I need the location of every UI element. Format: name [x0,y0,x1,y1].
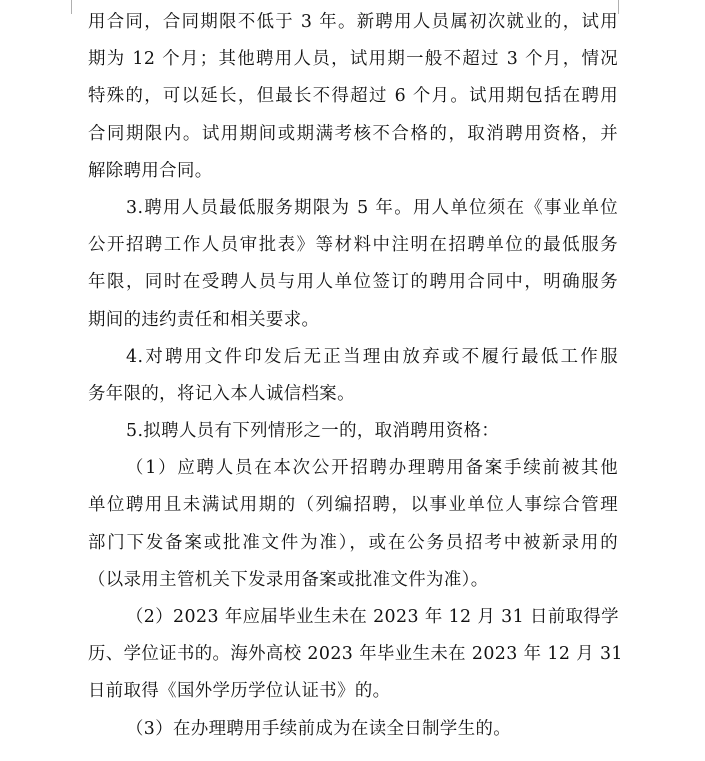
document-text-line: （以录用主管机关下发录用备案或批准文件为准）。 [88,569,489,590]
document-text-line: （3）在办理聘用手续前成为在读全日制学生的。 [126,718,512,739]
document-text-line: 公开招聘工作人员审批表》等材料中注明在招聘单位的最低服务 [88,235,618,256]
document-text-line: 单位聘用且未满试用期的（列编招聘，以事业单位人事综合管理 [88,495,618,516]
document-text-line: 期为 12 个月；其他聘用人员，试用期一般不超过 3 个月，情况 [88,49,618,70]
document-text-line: 历、学位证书的。海外高校 2023 年毕业生未在 2023 年 12 月 31 [88,644,623,665]
document-text-line: 解除聘用合同。 [88,160,213,181]
document-text-line: （1）应聘人员在本次公开招聘办理聘用备案手续前被其他 [126,458,618,479]
document-text-line: （2）2023 年应届毕业生未在 2023 年 12 月 31 日前取得学 [126,607,619,627]
document-text-line: 务年限的，将记入本人诚信档案。 [88,383,355,404]
document-text-line: 年限，同时在受聘人员与用人单位签订的聘用合同中，明确服务 [88,272,618,293]
document-text-line: 部门下发备案或批准文件为准），或在公务员招考中被新录用的 [88,532,618,553]
document-text-line: 用合同，合同期限不低于 3 年。新聘用人员属初次就业的，试用 [88,12,618,32]
document-text-line: 3.聘用人员最低服务期限为 5 年。用人单位须在《事业单位 [126,197,618,218]
document-text-line: 5.拟聘人员有下列情形之一的，取消聘用资格： [126,421,500,442]
document-text-line: 4.对聘用文件印发后无正当理由放弃或不履行最低工作服 [126,346,618,367]
document-text-line: 合同期限内。试用期间或期满考核不合格的，取消聘用资格，并 [88,123,618,144]
document-text-line: 特殊的，可以延长，但最长不得超过 6 个月。试用期包括在聘用 [88,86,618,107]
document-page [88,4,623,748]
page-corner-mark-left [58,0,72,14]
document-text-line: 期间的违约责任和相关要求。 [88,309,320,330]
page-corner-mark-right [618,0,632,14]
document-text-line: 日前取得《国外学历学位认证书》的。 [88,681,391,702]
